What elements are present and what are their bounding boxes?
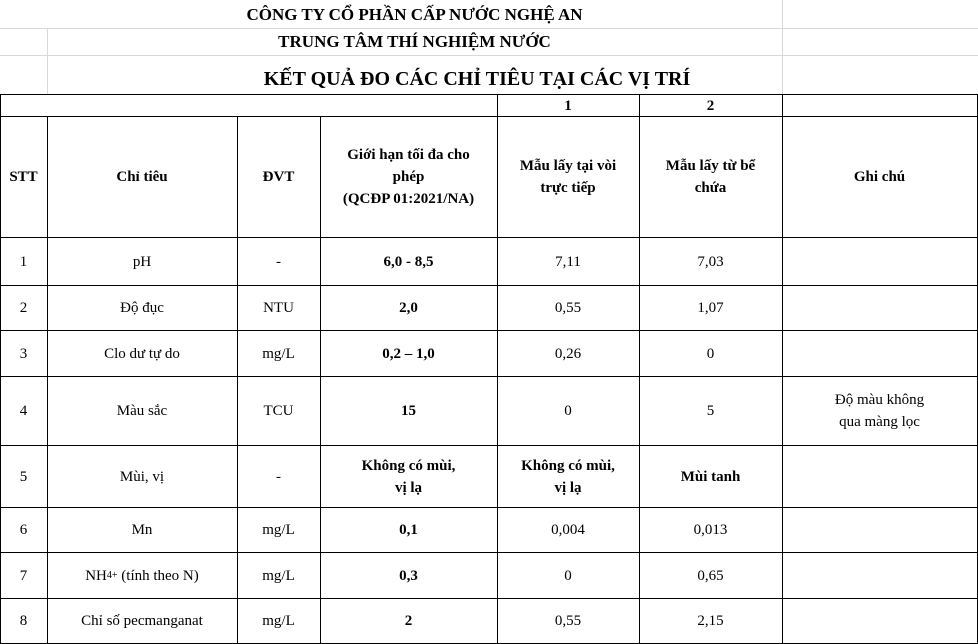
header-sample2-line2: chứa — [694, 180, 727, 196]
row8-limit: 2 — [404, 613, 413, 629]
row4-limit: 15 — [401, 403, 416, 419]
row3-stt: 3 — [19, 345, 28, 362]
row5-limit — [320, 446, 497, 507]
table-border — [0, 94, 978, 95]
row6-sample2: 0,013 — [693, 522, 728, 538]
row4-stt: 4 — [19, 403, 28, 419]
row4-unit: TCU — [263, 403, 294, 419]
header-sample2-line1: Mẫu lấy từ bể — [665, 158, 756, 174]
row6-indicator: Mn — [131, 522, 153, 538]
header-stt: STT — [9, 169, 38, 185]
row5-limit-line1: Không có mùi, — [361, 457, 456, 474]
row2-sample2: 1,07 — [697, 300, 724, 316]
row4-indicator: Màu sắc — [116, 403, 168, 419]
row1-sample1: 7,11 — [555, 253, 581, 270]
row8-unit: mg/L — [262, 613, 295, 629]
row3-indicator: Clo dư tự do — [104, 345, 180, 362]
row7-stt: 7 — [19, 567, 28, 584]
row3-unit: mg/L — [262, 345, 295, 362]
sample-number-1: 1 — [564, 97, 572, 114]
header-unit: ĐVT — [262, 169, 295, 185]
company-name: CÔNG TY CỔ PHẦN CẤP NƯỚC NGHỆ AN — [246, 5, 583, 24]
row4-note-line1: Độ màu không — [834, 392, 925, 408]
row1-unit: - — [276, 253, 281, 270]
row8-indicator: Chỉ số pecmanganat — [81, 613, 203, 629]
row7-sample1: 0 — [564, 567, 572, 584]
row7-limit: 0,3 — [399, 567, 418, 584]
header-limit — [320, 117, 497, 237]
row1-stt: 1 — [19, 253, 28, 270]
row4-note-line2: qua màng lọc — [839, 414, 920, 430]
row5-indicator: Mùi, vị — [119, 468, 165, 485]
header-sample1-line2: trực tiếp — [540, 180, 596, 196]
header-indicator: Chỉ tiêu — [116, 169, 168, 185]
header-note: Ghi chú — [853, 169, 906, 185]
row1-indicator: pH — [132, 253, 152, 270]
row4-sample2: 5 — [706, 403, 715, 419]
center-name: TRUNG TÂM THÍ NGHIỆM NƯỚC — [278, 32, 551, 51]
row2-indicator: Độ đục — [120, 300, 164, 316]
header-sample2 — [639, 117, 782, 237]
row2-stt: 2 — [19, 300, 28, 316]
row6-limit: 0,1 — [399, 522, 418, 538]
page-title: KẾT QUẢ ĐO CÁC CHỈ TIÊU TẠI CÁC VỊ TRÍ — [263, 68, 691, 90]
row2-unit: NTU — [263, 300, 294, 316]
gridline — [0, 55, 978, 56]
row8-sample1: 0,55 — [554, 613, 582, 629]
row2-limit: 2,0 — [399, 300, 418, 316]
header-limit-line1: Giới hạn tối đa cho — [347, 147, 470, 163]
header-limit-line3: (QCĐP 01:2021/NA) — [342, 191, 475, 207]
row5-limit-line2: vị lạ — [394, 479, 423, 496]
row4-sample1: 0 — [564, 403, 572, 419]
row7-indicator-base: NH — [85, 567, 107, 584]
row6-stt: 6 — [19, 522, 28, 538]
row1-sample2: 7,03 — [697, 253, 724, 270]
header-sample1-line1: Mẫu lấy tại vòi — [519, 158, 617, 174]
row5-stt: 5 — [19, 468, 28, 485]
row7-indicator: NH 4 + (tính theo N) — [47, 553, 237, 598]
row8-sample2: 2,15 — [697, 613, 724, 629]
row8-stt: 8 — [19, 613, 28, 629]
header-sample1 — [497, 117, 639, 237]
row5-sample1-line1: Không có mùi, — [521, 457, 615, 474]
sample-number-2: 2 — [706, 97, 715, 114]
row5-sample1 — [497, 446, 639, 507]
row2-sample1: 0,55 — [554, 300, 582, 316]
row5-sample1-line2: vị lạ — [554, 479, 582, 496]
header-limit-line2: phép — [392, 169, 425, 185]
row4-note — [782, 377, 977, 445]
row7-sample2: 0,65 — [697, 567, 724, 584]
row3-sample1: 0,26 — [554, 345, 582, 362]
row7-indicator-rest: (tính theo N) — [117, 567, 199, 584]
row5-sample2: Mùi tanh — [680, 468, 741, 485]
row3-sample2: 0 — [706, 345, 715, 362]
row6-sample1: 0,004 — [551, 522, 585, 538]
row5-unit: - — [276, 468, 281, 485]
row6-unit: mg/L — [262, 522, 295, 538]
row7-unit: mg/L — [262, 567, 295, 584]
row1-limit: 6,0 - 8,5 — [383, 253, 434, 270]
row3-limit: 0,2 – 1,0 — [382, 345, 435, 362]
